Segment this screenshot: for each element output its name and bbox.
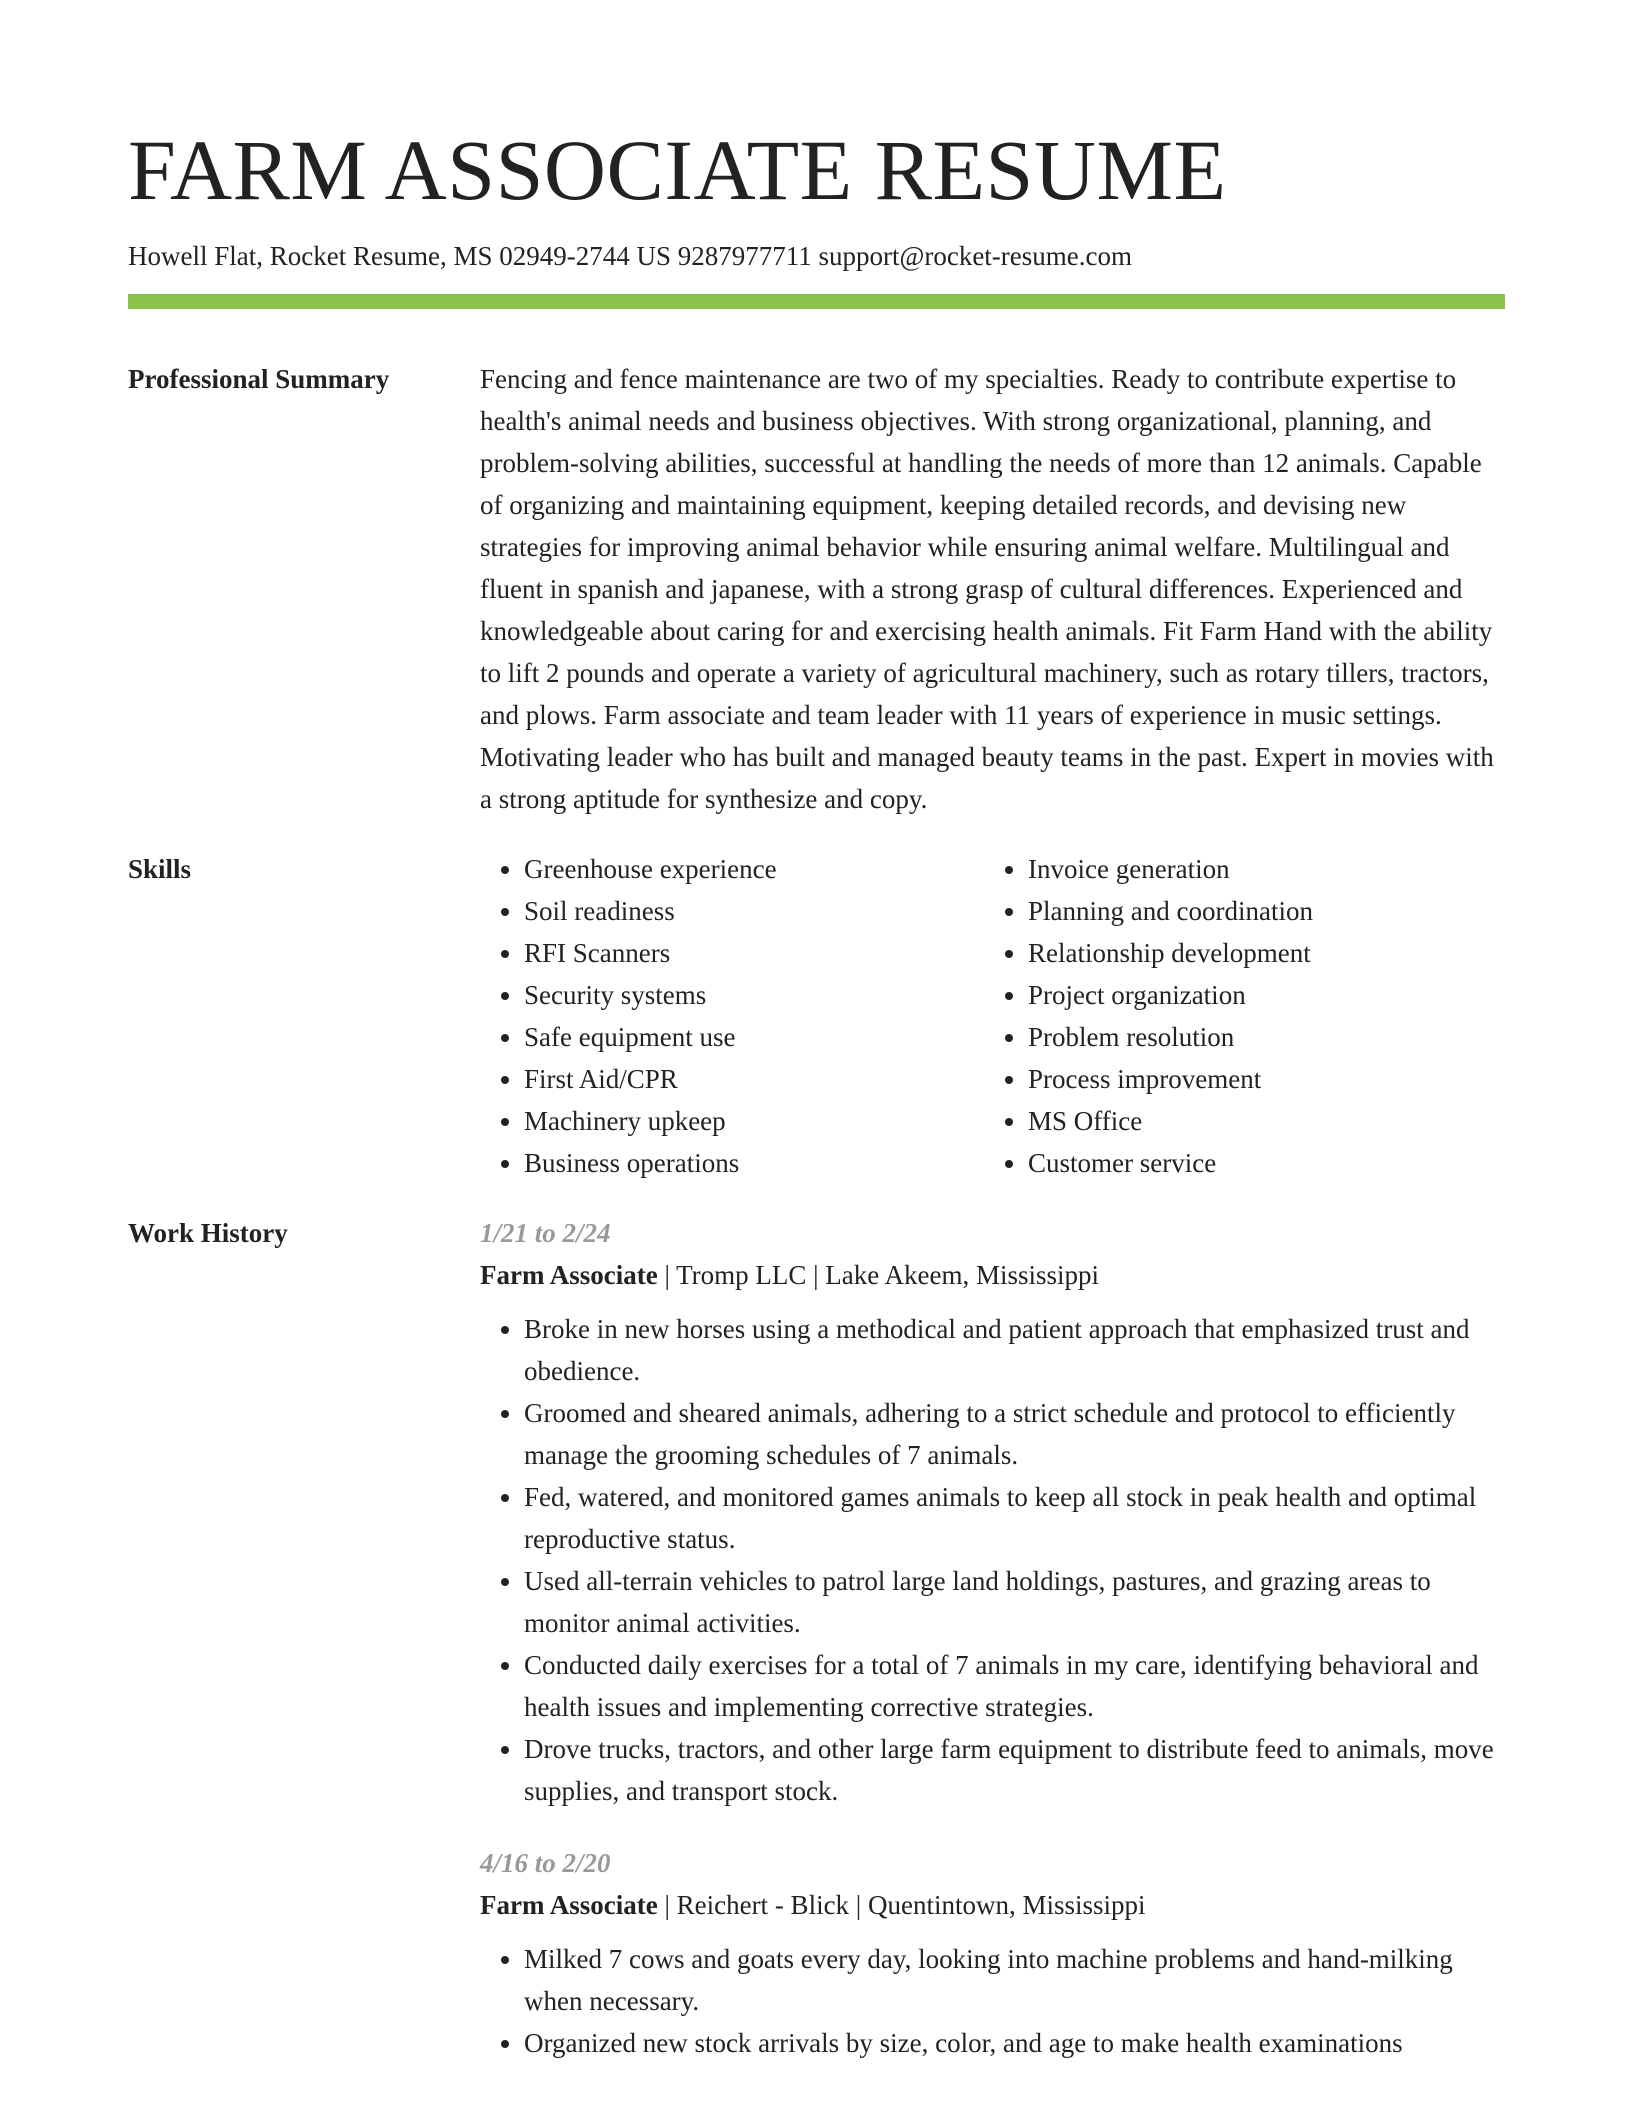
skill-item: • Relationship development xyxy=(1028,932,1488,974)
resume-title: FARM ASSOCIATE RESUME xyxy=(128,122,1227,218)
job-bullet-list xyxy=(480,1938,1505,2064)
skills-columns xyxy=(480,848,1505,1184)
job-heading xyxy=(480,1254,1505,1296)
job-bullet: • Milked 7 cows and goats every day, looking into machine problems and hand-milking when necessary. xyxy=(524,1938,1505,2022)
skill-item: • Soil readiness xyxy=(524,890,984,932)
header-divider xyxy=(128,294,1505,309)
summary-text: Fencing and fence maintenance are two of my specialties. Ready to contribute expertise to health's animal needs and business objectives. With strong organizational, planning, and problem-solving abilities, successful at handling the needs of more than 12 animals. Capable of organizing and maintaining equipment, keeping detailed records, and devising new strategies for improving animal behavior while ensuring animal welfare. Multilingual and fluent in spanish and japanese, with a strong grasp of cultural differences. Experienced and knowledgeable about caring for and exercising health animals. Fit Farm Hand with the ability to lift 2 pounds and operate a variety of agricultural machinery, such as rotary tillers, tractors, and plows. Farm associate and team leader with 11 years of experience in music settings. Motivating leader who has built and managed beauty teams in the past. Expert in movies with a strong aptitude for synthesize and copy. xyxy=(480,364,1494,814)
job-employer-location: | Tromp LLC | Lake Akeem, Mississippi xyxy=(657,1260,1100,1290)
skill-item: • Process improvement xyxy=(1028,1058,1488,1100)
job-title: Farm Associate xyxy=(480,1890,658,1920)
skills-section xyxy=(128,848,1505,1184)
job-bullet: • Groomed and sheared animals, adhering to a strict schedule and protocol to efficiently manage the grooming schedules of 7 animals. xyxy=(524,1392,1505,1476)
job-bullet: • Broke in new horses using a methodical and patient approach that emphasized trust and obedience. xyxy=(524,1308,1505,1392)
skill-item: • Customer service xyxy=(1028,1142,1488,1184)
summary-section xyxy=(128,358,1505,820)
job-entry xyxy=(480,1842,1505,2064)
job-bullet: • Drove trucks, tractors, and other large farm equipment to distribute feed to animals, move supplies, and transport stock. xyxy=(524,1728,1505,1812)
skill-item: • Planning and coordination xyxy=(1028,890,1488,932)
job-title: Farm Associate xyxy=(480,1260,658,1290)
job-dates: 4/16 to 2/20 xyxy=(480,1848,611,1878)
skill-item: • Greenhouse experience xyxy=(524,848,984,890)
contact-phone: 9287977711 xyxy=(677,241,812,271)
skill-item: • Project organization xyxy=(1028,974,1488,1016)
contact-email: support@rocket-resume.com xyxy=(818,241,1133,271)
job-bullet: • Organized new stock arrivals by size, color, and age to make health examinations xyxy=(524,2022,1505,2064)
skill-item: • Safe equipment use xyxy=(524,1016,984,1058)
skill-item: • MS Office xyxy=(1028,1100,1488,1142)
contact-address: Howell Flat, Rocket Resume, MS 02949-2744 US xyxy=(128,241,671,271)
job-bullet-list xyxy=(480,1308,1505,1812)
job-dates: 1/21 to 2/24 xyxy=(480,1218,611,1248)
skill-item: • Machinery upkeep xyxy=(524,1100,984,1142)
skill-item: • RFI Scanners xyxy=(524,932,984,974)
work-history-list xyxy=(480,1212,1505,2064)
summary-heading: Professional Summary xyxy=(128,364,390,394)
job-entry xyxy=(480,1212,1505,1812)
job-heading xyxy=(480,1884,1505,1926)
skills-heading: Skills xyxy=(128,854,192,884)
contact-line xyxy=(128,240,1505,272)
skills-list-right xyxy=(984,848,1488,1184)
job-bullet: • Used all-terrain vehicles to patrol large land holdings, pastures, and grazing areas to monitor animal activities. xyxy=(524,1560,1505,1644)
skill-item: • Security systems xyxy=(524,974,984,1016)
work-history-heading: Work History xyxy=(128,1218,288,1248)
skill-item: • Invoice generation xyxy=(1028,848,1488,890)
resume-page xyxy=(128,0,1505,2064)
work-history-section xyxy=(128,1212,1505,2064)
skills-list-left xyxy=(480,848,984,1184)
skill-item: • Problem resolution xyxy=(1028,1016,1488,1058)
job-employer-location: | Reichert - Blick | Quentintown, Mississippi xyxy=(657,1890,1146,1920)
skill-item: • Business operations xyxy=(524,1142,984,1184)
job-bullet: • Conducted daily exercises for a total of 7 animals in my care, identifying behavioral and health issues and implementing corrective strategies. xyxy=(524,1644,1505,1728)
skill-item: • First Aid/CPR xyxy=(524,1058,984,1100)
job-bullet: • Fed, watered, and monitored games animals to keep all stock in peak health and optimal reproductive status. xyxy=(524,1476,1505,1560)
